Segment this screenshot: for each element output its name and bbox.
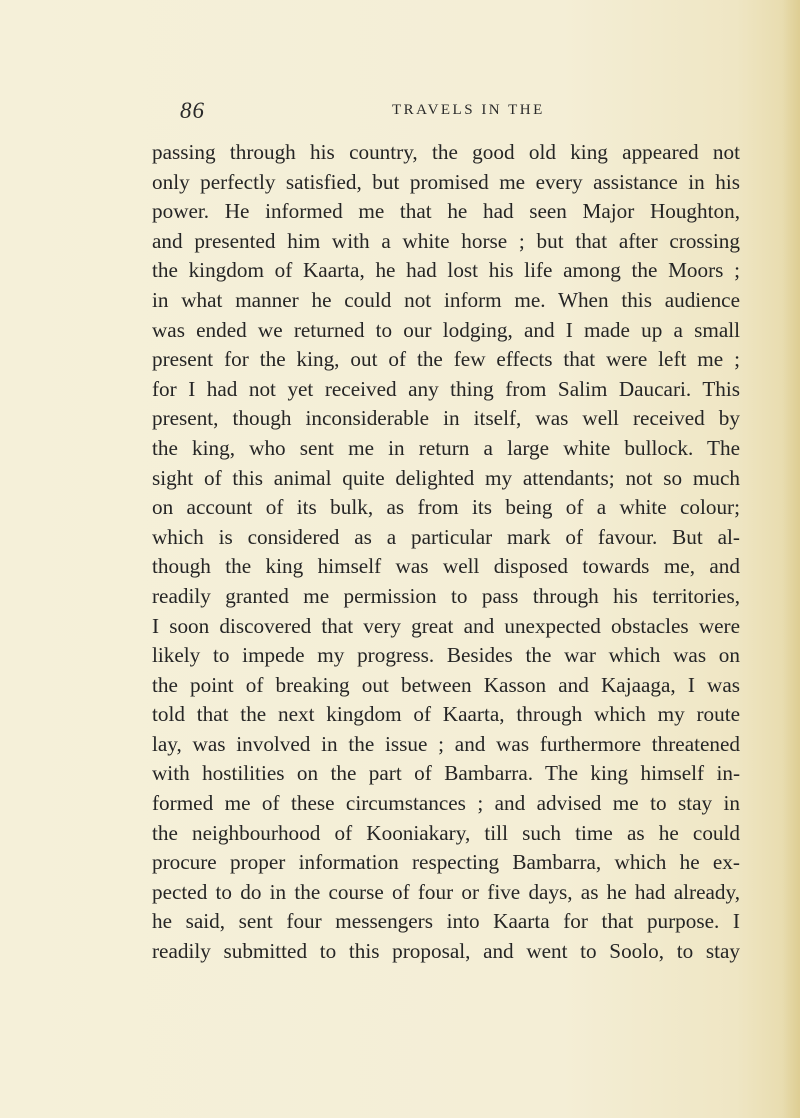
body-text: [152, 138, 740, 967]
running-title: TRAVELS IN THE: [392, 102, 545, 118]
text-line: present, though inconsiderable in itself, was well received by: [152, 406, 740, 431]
text-line: readily granted me permission to pass through his territories,: [152, 583, 740, 608]
text-line: the point of breaking out between Kasson and Kajaaga, I was: [152, 672, 740, 697]
page-number: 86: [180, 98, 205, 123]
text-line: I soon discovered that very great and unexpected obstacles were: [152, 613, 740, 638]
text-line: which is considered as a particular mark of favour. But al-: [152, 524, 740, 549]
text-line: and presented him with a white horse ; but that after crossing: [152, 228, 740, 253]
text-line: in what manner he could not inform me. When this audience: [152, 287, 740, 312]
text-line: told that the next kingdom of Kaarta, through which my route: [152, 702, 740, 727]
text-line: passing through his country, the good old king appeared not: [152, 140, 740, 164]
text-line: the king, who sent me in return a large white bullock. The: [152, 435, 740, 460]
text-line: present for the king, out of the few effects that were left me ;: [152, 347, 740, 372]
text-line: the kingdom of Kaarta, he had lost his life among the Moors ;: [152, 258, 740, 283]
text-line: readily submitted to this proposal, and went to Soolo, to stay: [152, 939, 740, 964]
text-line: with hostilities on the part of Bambarra. The king himself in-: [152, 761, 740, 786]
text-line: was ended we returned to our lodging, and I made up a small: [152, 317, 740, 342]
text-line: the neighbourhood of Kooniakary, till such time as he could: [152, 820, 740, 845]
text-line: pected to do in the course of four or five days, as he had already,: [152, 879, 740, 904]
text-line: likely to impede my progress. Besides the war which was on: [152, 643, 740, 668]
page-edge-shading: [782, 0, 800, 1118]
text-line: only perfectly satisfied, but promised me every assistance in his: [152, 169, 740, 194]
text-line: procure proper information respecting Bambarra, which he ex-: [152, 850, 740, 875]
text-line: he said, sent four messengers into Kaarta for that purpose. I: [152, 909, 740, 934]
text-line: sight of this animal quite delighted my attendants; not so much: [152, 465, 740, 490]
page-header: [0, 98, 800, 128]
text-line: power. He informed me that he had seen Major Houghton,: [152, 199, 740, 224]
text-line: formed me of these circumstances ; and advised me to stay in: [152, 791, 740, 816]
text-line: for I had not yet received any thing from Salim Daucari. This: [152, 376, 740, 401]
text-line: lay, was involved in the issue ; and was furthermore threatened: [152, 731, 740, 756]
text-line: though the king himself was well disposed towards me, and: [152, 554, 740, 579]
text-line: on account of its bulk, as from its being of a white colour;: [152, 495, 740, 520]
